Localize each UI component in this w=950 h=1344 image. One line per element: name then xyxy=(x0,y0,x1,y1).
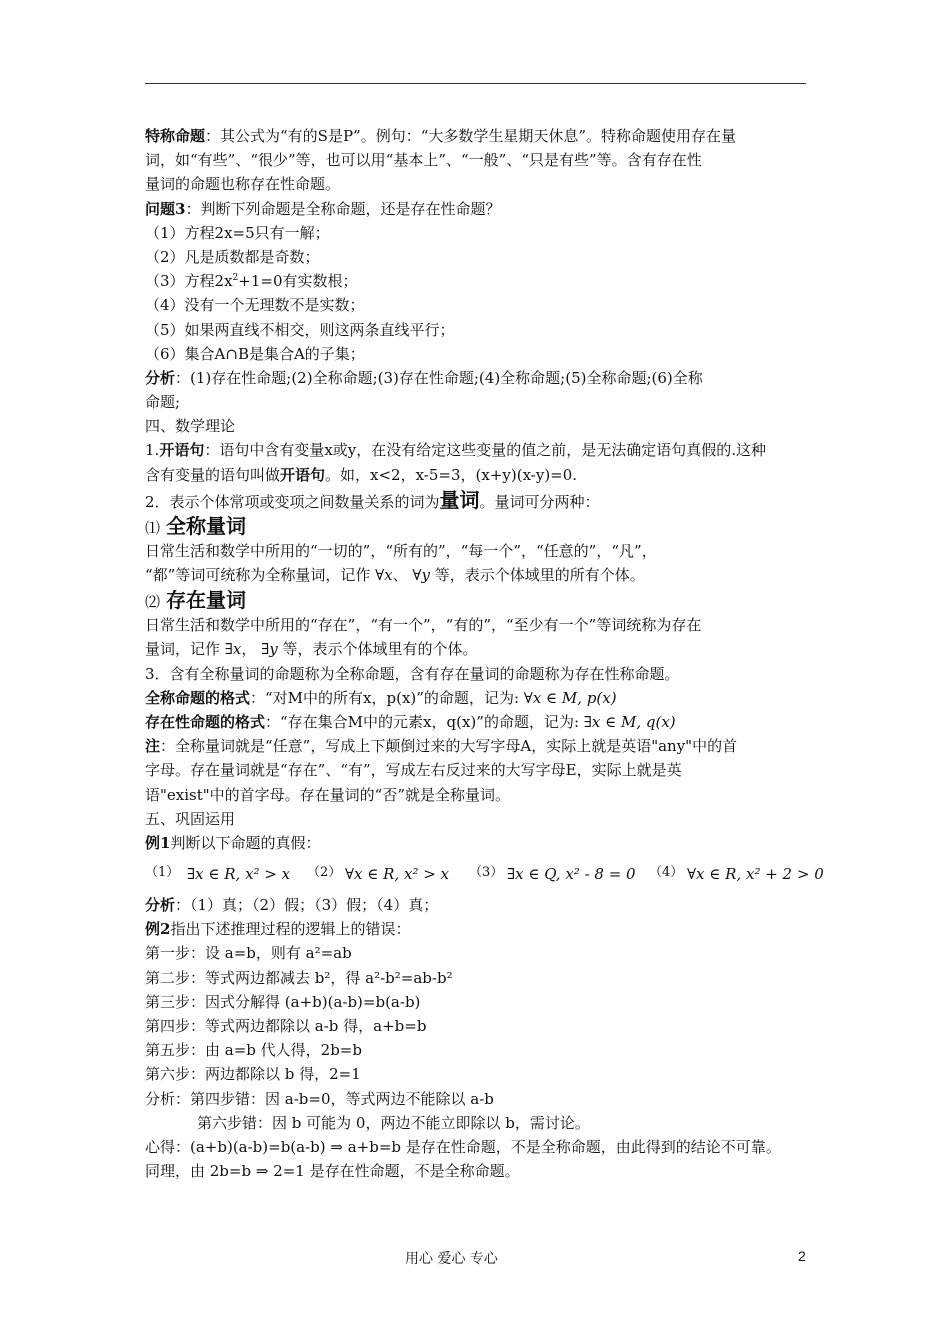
text: 等，表示个体域里有的个体。 xyxy=(277,640,478,659)
question-heading xyxy=(145,197,809,221)
example-label: 例2 xyxy=(145,920,171,939)
subsection-title: 全称量词 xyxy=(166,513,247,538)
paragraph-line xyxy=(145,563,809,587)
text: 。量词可分两种： xyxy=(479,492,600,511)
example-item-number: （3） xyxy=(469,865,504,881)
math-var: y xyxy=(421,566,430,584)
note-line: 字母。存在量词就是“存在”、“有”，写成左右反过来的大写字母E，实际上就是英 xyxy=(145,761,682,780)
paragraph-line xyxy=(145,487,809,513)
paragraph-line: 日常生活和数学中所用的“存在”，“有一个”，“有的”，“至少有一个”等词统称为存在 xyxy=(145,616,702,635)
list-item: （5）如果两直线不相交，则这两条直线平行； xyxy=(145,320,455,339)
subsection-heading xyxy=(145,587,809,613)
text: 指出下述推理过程的逻辑上的错误： xyxy=(170,920,411,939)
text: 1. xyxy=(145,441,160,460)
text: ：“存在集合M中的元素x，q(x)”的命题，记为: xyxy=(265,712,584,731)
example-item-number: （4） xyxy=(649,865,684,881)
analysis-line xyxy=(145,893,809,917)
page-number: 2 xyxy=(798,1248,806,1264)
text: ：（1）真；（2）假；（3）假；（4）真； xyxy=(175,896,439,915)
subsection-number: ⑵ xyxy=(145,593,161,612)
example-label: 例1 xyxy=(145,833,171,852)
paragraph-line xyxy=(145,463,809,487)
term-heading: 开语句 xyxy=(159,441,205,460)
paragraph-line: 词，如“有些”、“很少”等，也可以用“基本上”、“一般”、“只是有些”等。含有存在性 xyxy=(145,151,702,170)
format-line xyxy=(145,710,809,734)
text: ：全称量词就是“任意”，写成上下颠倒过来的大写字母A，实际上就是英语"any"中的首 xyxy=(160,737,738,756)
keyword: 量词 xyxy=(439,487,480,512)
term-heading: 特称命题 xyxy=(145,127,206,145)
header-rule xyxy=(145,83,806,84)
analysis-line: 第六步错：因 b 可能为 0，两边不能立即除以 b，需讨论。 xyxy=(197,1113,590,1132)
text: ：(1)存在性命题;(2)全称命题;(3)存在性命题;(4)全称命题;(5)全称命题;(6)全称 xyxy=(175,368,703,387)
insight-line: 同理，由 2b=b ⇒ 2=1 是存在性命题，不是全称命题。 xyxy=(145,1162,520,1181)
paragraph-line xyxy=(145,438,809,462)
section-heading: 五、巩固运用 xyxy=(145,809,236,828)
text: +1=0有实数根； xyxy=(238,272,358,291)
text: ：“对M中的所有x，p(x)”的命题，记为: xyxy=(250,688,524,707)
step-line: 第四步：等式两边都除以 a-b 得，a+b=b xyxy=(145,1017,427,1035)
note-label: 注 xyxy=(145,737,161,756)
analysis-label: 分析 xyxy=(145,368,176,387)
example-items-row xyxy=(145,855,824,887)
text: 量词，记作 ∃ xyxy=(145,640,233,659)
page-body xyxy=(145,124,824,1183)
question-label: 问题3 xyxy=(145,199,186,218)
formula: ∀x ∈ R, x² > x xyxy=(345,865,450,884)
text: “都”等词可统称为全称量词，记作 ∀ xyxy=(145,566,385,584)
text: 、 ∀ xyxy=(392,566,422,584)
superscript: 2 xyxy=(232,273,239,284)
list-item: （6）集合A∩B是集合A的子集； xyxy=(145,344,365,363)
subsection-number: ⑴ xyxy=(145,518,161,537)
note-line xyxy=(145,734,809,758)
paragraph-line: 3．含有全称量词的命题称为全称命题，含有存在量词的命题称为存在性称命题。 xyxy=(145,664,680,683)
paragraph-line: 量词的命题也称存在性命题。 xyxy=(145,175,341,194)
footer-motto: 用心 爱心 专心 xyxy=(405,1251,498,1267)
math-var: x xyxy=(384,566,393,584)
text: 判断以下命题的真假： xyxy=(170,833,321,852)
text: ， ∃ xyxy=(241,640,270,659)
formula: ∃x ∈ R, x² > x xyxy=(187,865,291,884)
formula: ∀x ∈ M, p(x) xyxy=(523,688,617,707)
formula: ∃x ∈ M, q(x) xyxy=(583,712,676,731)
paragraph-line: 日常生活和数学中所用的“一切的”，“所有的”，“每一个”，“任意的”，“凡”， xyxy=(145,541,657,560)
format-line xyxy=(145,686,809,710)
formula: ∀x ∈ R, x² + 2 > 0 xyxy=(687,865,824,884)
text: 含有变量的语句叫做 xyxy=(145,465,281,484)
paragraph-line xyxy=(145,637,809,661)
step-line: 第二步：等式两边都减去 b²，得 a²-b²=ab-b² xyxy=(145,968,453,987)
insight-line: 心得：(a+b)(a-b)=b(a-b) ⇒ a+b=b 是存在性命题，不是全称命题，由此得到的结论不可靠。 xyxy=(145,1137,781,1156)
term-heading: 全称命题的格式 xyxy=(145,688,251,707)
subsection-heading xyxy=(145,513,809,539)
text: ：语句中含有变量x或y，在没有给定这些变量的值之前，是无法确定语句真假的.这种 xyxy=(204,441,767,460)
example-item-number: （1） xyxy=(145,865,180,881)
text: 等，表示个体域里的所有个体。 xyxy=(429,566,645,584)
text: 2．表示个体常项或变项之间数量关系的词为 xyxy=(145,492,440,511)
step-line: 第六步：两边都除以 b 得，2=1 xyxy=(145,1065,361,1084)
analysis-label: 分析 xyxy=(145,896,176,915)
term-heading: 开语句 xyxy=(280,465,326,484)
math-var: y xyxy=(269,640,278,659)
example-heading xyxy=(145,831,809,855)
step-line: 第三步：因式分解得 (a+b)(a-b)=b(a-b) xyxy=(145,992,421,1011)
example-heading xyxy=(145,917,809,941)
step-line: 第一步：设 a=b，则有 a²=ab xyxy=(145,944,352,963)
list-item: （2）凡是质数都是奇数； xyxy=(145,247,320,266)
term-heading: 存在性命题的格式 xyxy=(145,712,266,731)
text: ：其公式为“有的S是P”。例句：“大多数学生星期天休息”。特称命题使用存在量 xyxy=(205,127,737,145)
analysis-line xyxy=(145,366,809,390)
text: ：判断下列命题是全称命题，还是存在性命题？ xyxy=(185,199,501,218)
formula: ∃x ∈ Q, x² - 8 = 0 xyxy=(507,865,636,884)
list-item: （4）没有一个无理数不是实数； xyxy=(145,296,365,315)
paragraph-line xyxy=(145,124,809,148)
section-heading: 四、数学理论 xyxy=(145,417,236,436)
note-line: 语"exist"中的首字母。存在量词的“否”就是全称量词。 xyxy=(145,785,510,804)
example-item-number: （2） xyxy=(307,865,342,881)
list-item xyxy=(145,269,809,293)
list-item: （1）方程2x=5只有一解； xyxy=(145,223,330,242)
text: （3）方程2x xyxy=(145,272,233,291)
subsection-title: 存在量词 xyxy=(166,588,247,613)
analysis-line: 分析：第四步错：因 a-b=0，等式两边不能除以 a-b xyxy=(145,1089,494,1108)
analysis-line: 命题; xyxy=(145,393,181,412)
text: 。如，x<2，x-5=3，(x+y)(x-y)=0. xyxy=(325,465,578,484)
math-var: x xyxy=(232,640,242,659)
step-line: 第五步：由 a=b 代人得，2b=b xyxy=(145,1041,362,1060)
